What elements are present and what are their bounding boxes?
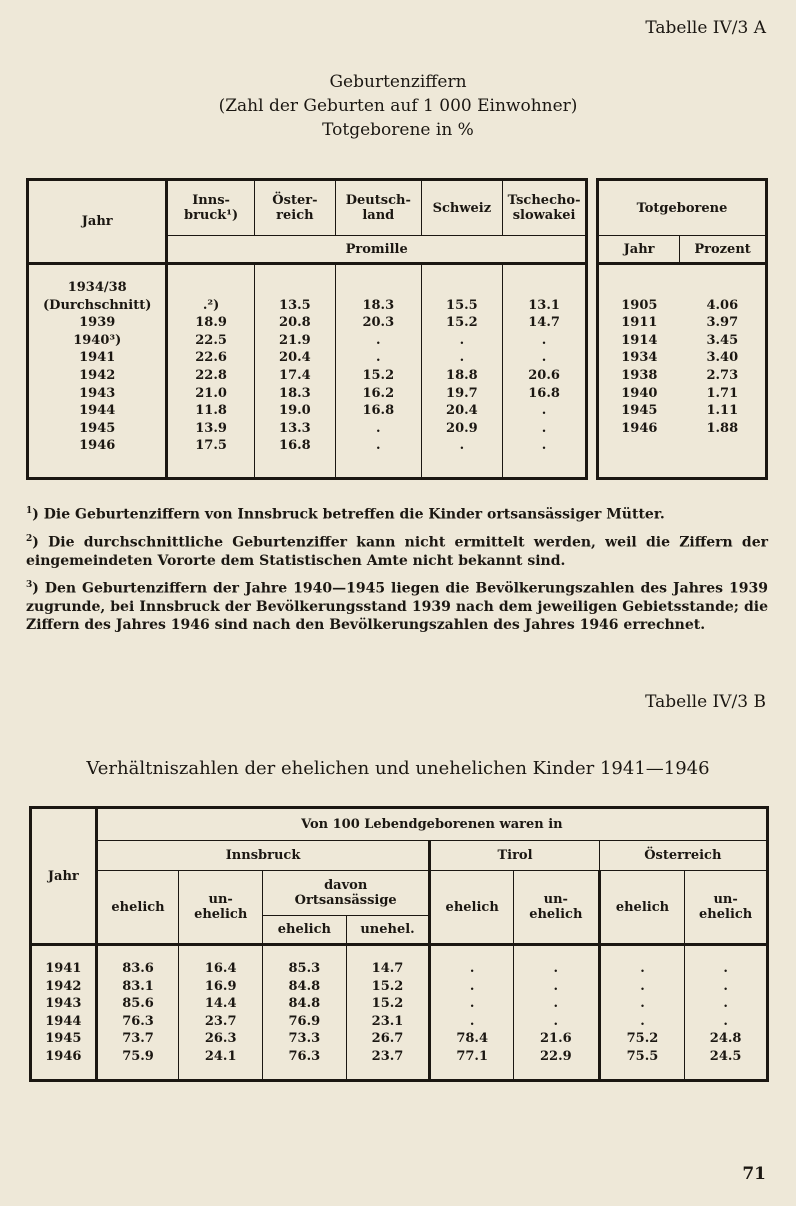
tot-jahr: 1911 [621, 315, 658, 331]
cell-oesterreich: 20.4 [279, 350, 311, 366]
cell-tschecho: 14.7 [528, 315, 560, 331]
row-jahr: 1942 [79, 367, 116, 383]
header-oe-ehelich: ehelich [599, 871, 685, 945]
header-tot-prozent: Prozent [680, 236, 767, 264]
table-b-ratios [29, 806, 769, 1082]
title-line-3: Totgeborene in % [322, 120, 474, 140]
cell-ort-ehelich: 76.9 [288, 1013, 321, 1029]
footnote-mark: 3 [26, 580, 33, 590]
cell-tschecho: 20.6 [528, 367, 560, 383]
row-jahr: 1942 [45, 978, 82, 994]
cell-tirol-unehelich: . [553, 978, 559, 994]
table-row [28, 264, 587, 479]
header-ib-unehelich: un- ehelich [179, 871, 263, 945]
tot-prozent: 2.73 [706, 367, 739, 383]
header-totgeborene: Totgeborene [636, 200, 728, 216]
footnote-text: ) Die Geburtenziffern von Innsbruck betreffen die Kinder ortsansässiger Mütter. [32, 506, 665, 523]
header-deutschland: Deutsch- land [336, 180, 422, 236]
cell-tschecho: . [541, 350, 547, 366]
cell-tschecho [503, 279, 585, 297]
cell-schweiz [422, 279, 503, 297]
cell-deutschland: 16.8 [362, 403, 395, 419]
header-tirol-ehelich: ehelich [430, 871, 514, 945]
cell-innsbruck: .²) [202, 297, 220, 313]
cell-ort-ehelich: 84.8 [288, 996, 321, 1012]
cell-ort-ehelich: 73.3 [288, 1031, 321, 1047]
cell-oesterreich: 20.8 [279, 315, 311, 331]
row-jahr: 1943 [45, 996, 82, 1012]
cell-ort-ehelich: 85.3 [288, 961, 321, 976]
cell-tirol-ehelich: . [469, 1013, 475, 1029]
cell-deutschland: . [376, 420, 381, 436]
header-oesterreich: Öster- reich [254, 180, 335, 236]
table-a-totgeborene [596, 178, 768, 480]
cell-oesterreich: 18.3 [279, 385, 311, 401]
cell-innsbruck: 17.5 [195, 438, 227, 454]
cell-tschecho: . [541, 332, 547, 348]
header-oesterreich: Österreich [599, 841, 767, 871]
cell-oe-unehelich: . [723, 1013, 728, 1029]
footnote-2 [26, 530, 768, 570]
tot-prozent [680, 279, 765, 297]
cell-oesterreich: 19.0 [279, 403, 311, 419]
cell-oe-unehelich: 24.8 [709, 1031, 742, 1047]
tot-jahr: 1934 [621, 350, 658, 366]
footnote-mark: 2 [26, 534, 33, 544]
footnote-text: ) Den Geburtenziffern der Jahre 1940—1945 liegen die Bevölkerungszahlen des Jahres 1939 zugrunde, bei Innsbruck der Bevölkerungsstand 1939 nach dem jeweiligen Gebietsstande; die Ziffern des Jahres 1946 sind nach den Bevölkerungszahlen des Jahres 1946 errechnet. [26, 580, 768, 633]
cell-tschecho: 16.8 [528, 385, 560, 401]
tot-prozent: 1.11 [706, 403, 739, 419]
header-oe-unehelich: un- ehelich [685, 871, 768, 945]
title-line-2: (Zahl der Geburten auf 1 000 Einwohner) [218, 96, 578, 116]
cell-schweiz: 18.8 [446, 367, 478, 383]
row-jahr: 1943 [79, 385, 116, 401]
cell-ib-unehelich: 26.3 [204, 1031, 237, 1047]
cell-ib-unehelich: 14.4 [204, 996, 237, 1012]
cell-schweiz: . [459, 350, 465, 366]
cell-oesterreich: 16.8 [279, 438, 311, 454]
tot-jahr [599, 279, 680, 297]
row-jahr: 1939 [79, 315, 116, 331]
cell-innsbruck: 18.9 [195, 315, 227, 331]
tot-jahr: 1946 [621, 420, 658, 436]
cell-ort-unehel: 15.2 [371, 996, 404, 1012]
tot-prozent: 3.45 [706, 332, 739, 348]
cell-oe-ehelich: . [640, 996, 645, 1012]
cell-schweiz: 20.4 [446, 403, 478, 419]
header-top: Von 100 Lebendgeborenen waren in [96, 808, 767, 841]
cell-tschecho: 13.1 [528, 297, 560, 313]
cell-ib-unehelich: 16.4 [204, 961, 237, 976]
row-jahr: 1945 [79, 420, 116, 436]
cell-ort-ehelich: 84.8 [288, 978, 321, 994]
tot-jahr: 1945 [621, 403, 658, 419]
cell-ib-ehelich: 73.7 [122, 1031, 154, 1047]
row-jahr: (Durchschnitt) [43, 297, 152, 313]
table-b-title: Verhältniszahlen der ehelichen und unehelichen Kinder 1941—1946 [86, 758, 710, 779]
cell-oesterreich: 13.3 [279, 420, 311, 436]
cell-innsbruck: 21.0 [195, 385, 227, 401]
cell-innsbruck [168, 279, 253, 297]
cell-ort-unehel: 14.7 [371, 961, 404, 976]
cell-ib-ehelich: 85.6 [122, 996, 154, 1012]
cell-ib-ehelich: 76.3 [122, 1013, 154, 1029]
cell-ib-ehelich: 83.1 [122, 978, 154, 994]
table-a-title [0, 70, 796, 142]
tot-prozent: 4.06 [706, 297, 739, 313]
header-schweiz: Schweiz [421, 180, 503, 236]
cell-ib-ehelich: 83.6 [122, 961, 154, 976]
header-tot-jahr: Jahr [598, 236, 680, 264]
row-jahr: 1944 [45, 1013, 82, 1029]
cell-schweiz: 15.2 [446, 315, 478, 331]
header-jahr: Jahr [47, 868, 79, 884]
cell-oesterreich: 21.9 [279, 332, 311, 348]
cell-oe-unehelich: . [723, 978, 728, 994]
cell-oesterreich [255, 279, 335, 297]
cell-ib-unehelich: 24.1 [204, 1048, 237, 1064]
cell-schweiz: 20.9 [446, 420, 478, 436]
cell-ib-unehelich: 23.7 [204, 1013, 237, 1029]
cell-oe-ehelich: . [640, 1013, 645, 1029]
tot-prozent: 1.88 [706, 420, 739, 436]
cell-schweiz: . [459, 438, 465, 454]
tot-prozent: 3.97 [706, 315, 739, 331]
tot-prozent: 3.40 [706, 350, 739, 366]
cell-ort-unehel: 23.7 [371, 1048, 404, 1064]
row-jahr: 1941 [45, 961, 82, 976]
cell-innsbruck: 11.8 [195, 403, 227, 419]
cell-schweiz: . [459, 332, 465, 348]
cell-deutschland: 18.3 [362, 297, 395, 313]
header-ort-unehel: unehel. [346, 916, 430, 945]
cell-tirol-unehelich: . [553, 961, 559, 976]
header-tirol: Tirol [430, 841, 599, 871]
tot-jahr: 1914 [621, 332, 658, 348]
cell-deutschland: . [376, 332, 381, 348]
cell-ort-unehel: 26.7 [371, 1031, 404, 1047]
header-ort-ehelich: ehelich [263, 916, 347, 945]
tot-jahr: 1940 [621, 385, 658, 401]
cell-innsbruck: 13.9 [195, 420, 227, 436]
cell-tirol-ehelich: . [469, 996, 475, 1012]
table-b-tag: Tabelle IV/3 B [645, 692, 766, 712]
cell-tirol-unehelich: 21.6 [539, 1031, 572, 1047]
footnote-1 [26, 502, 768, 524]
footnote-3 [26, 576, 768, 634]
title-line-1: Geburtenziffern [329, 72, 467, 92]
row-jahr: 1946 [79, 438, 116, 454]
cell-oesterreich: 13.5 [279, 297, 311, 313]
cell-innsbruck: 22.6 [195, 350, 227, 366]
header-tirol-unehelich: un- ehelich [514, 871, 600, 945]
table-a-birthrates [26, 178, 588, 480]
cell-tirol-unehelich: . [553, 996, 559, 1012]
cell-deutschland: 15.2 [362, 367, 395, 383]
cell-deutschland: 20.3 [362, 315, 395, 331]
cell-innsbruck: 22.5 [195, 332, 227, 348]
cell-tschecho: . [541, 438, 547, 454]
header-davon: davon Ortsansässige [263, 871, 430, 916]
cell-oe-ehelich: . [640, 961, 645, 976]
cell-tschecho: . [541, 403, 547, 419]
cell-deutschland: . [376, 438, 381, 454]
header-ib-ehelich: ehelich [96, 871, 179, 945]
cell-tirol-ehelich: 78.4 [456, 1031, 488, 1047]
cell-schweiz: 19.7 [446, 385, 478, 401]
footnote-mark: 1 [26, 506, 33, 516]
cell-deutschland: . [376, 350, 381, 366]
cell-ib-unehelich: 16.9 [204, 978, 237, 994]
header-innsbruck: Inns- bruck¹) [167, 180, 254, 236]
cell-ib-ehelich: 75.9 [122, 1048, 154, 1064]
row-jahr: 1946 [45, 1048, 82, 1064]
cell-ort-unehel: 23.1 [371, 1013, 404, 1029]
row-jahr: 1941 [79, 350, 116, 366]
header-innsbruck: Innsbruck [96, 841, 430, 871]
cell-tirol-ehelich: . [469, 961, 475, 976]
cell-oe-unehelich: . [723, 961, 728, 976]
row-jahr: 1944 [79, 403, 116, 419]
cell-oe-unehelich: . [723, 996, 728, 1012]
cell-oe-unehelich: 24.5 [709, 1048, 742, 1064]
tot-jahr: 1938 [621, 367, 658, 383]
cell-tirol-ehelich: . [469, 978, 475, 994]
header-promille: Promille [167, 236, 587, 264]
header-tschecho: Tschecho- slowakei [503, 180, 587, 236]
cell-tirol-unehelich: 22.9 [539, 1048, 572, 1064]
row-jahr: 1940³) [73, 332, 122, 348]
cell-deutschland [336, 279, 421, 297]
page-number: 71 [742, 1164, 766, 1184]
cell-innsbruck: 22.8 [195, 367, 227, 383]
cell-oe-ehelich: 75.2 [626, 1031, 659, 1047]
cell-ort-unehel: 15.2 [371, 978, 404, 994]
cell-ort-ehelich: 76.3 [288, 1048, 321, 1064]
cell-deutschland: 16.2 [362, 385, 395, 401]
row-jahr: 1945 [45, 1031, 82, 1047]
footnote-text: ) Die durchschnittliche Geburtenziffer kann nicht ermittelt werden, weil die Ziffern der eingemeindeten Vororte dem Statistischen Amte nicht bekannt sind. [26, 534, 768, 569]
cell-tirol-unehelich: . [553, 1013, 559, 1029]
cell-tirol-ehelich: 77.1 [456, 1048, 488, 1064]
tot-jahr: 1905 [621, 297, 658, 313]
header-jahr: Jahr [81, 214, 113, 229]
cell-oe-ehelich: 75.5 [626, 1048, 659, 1064]
cell-schweiz: 15.5 [446, 297, 478, 313]
tot-prozent: 1.71 [706, 385, 739, 401]
row-jahr: 1934/38 [67, 280, 127, 295]
cell-tschecho: . [541, 420, 547, 436]
table-a-tag: Tabelle IV/3 A [645, 18, 766, 38]
cell-oe-ehelich: . [640, 978, 645, 994]
cell-oesterreich: 17.4 [279, 367, 311, 383]
